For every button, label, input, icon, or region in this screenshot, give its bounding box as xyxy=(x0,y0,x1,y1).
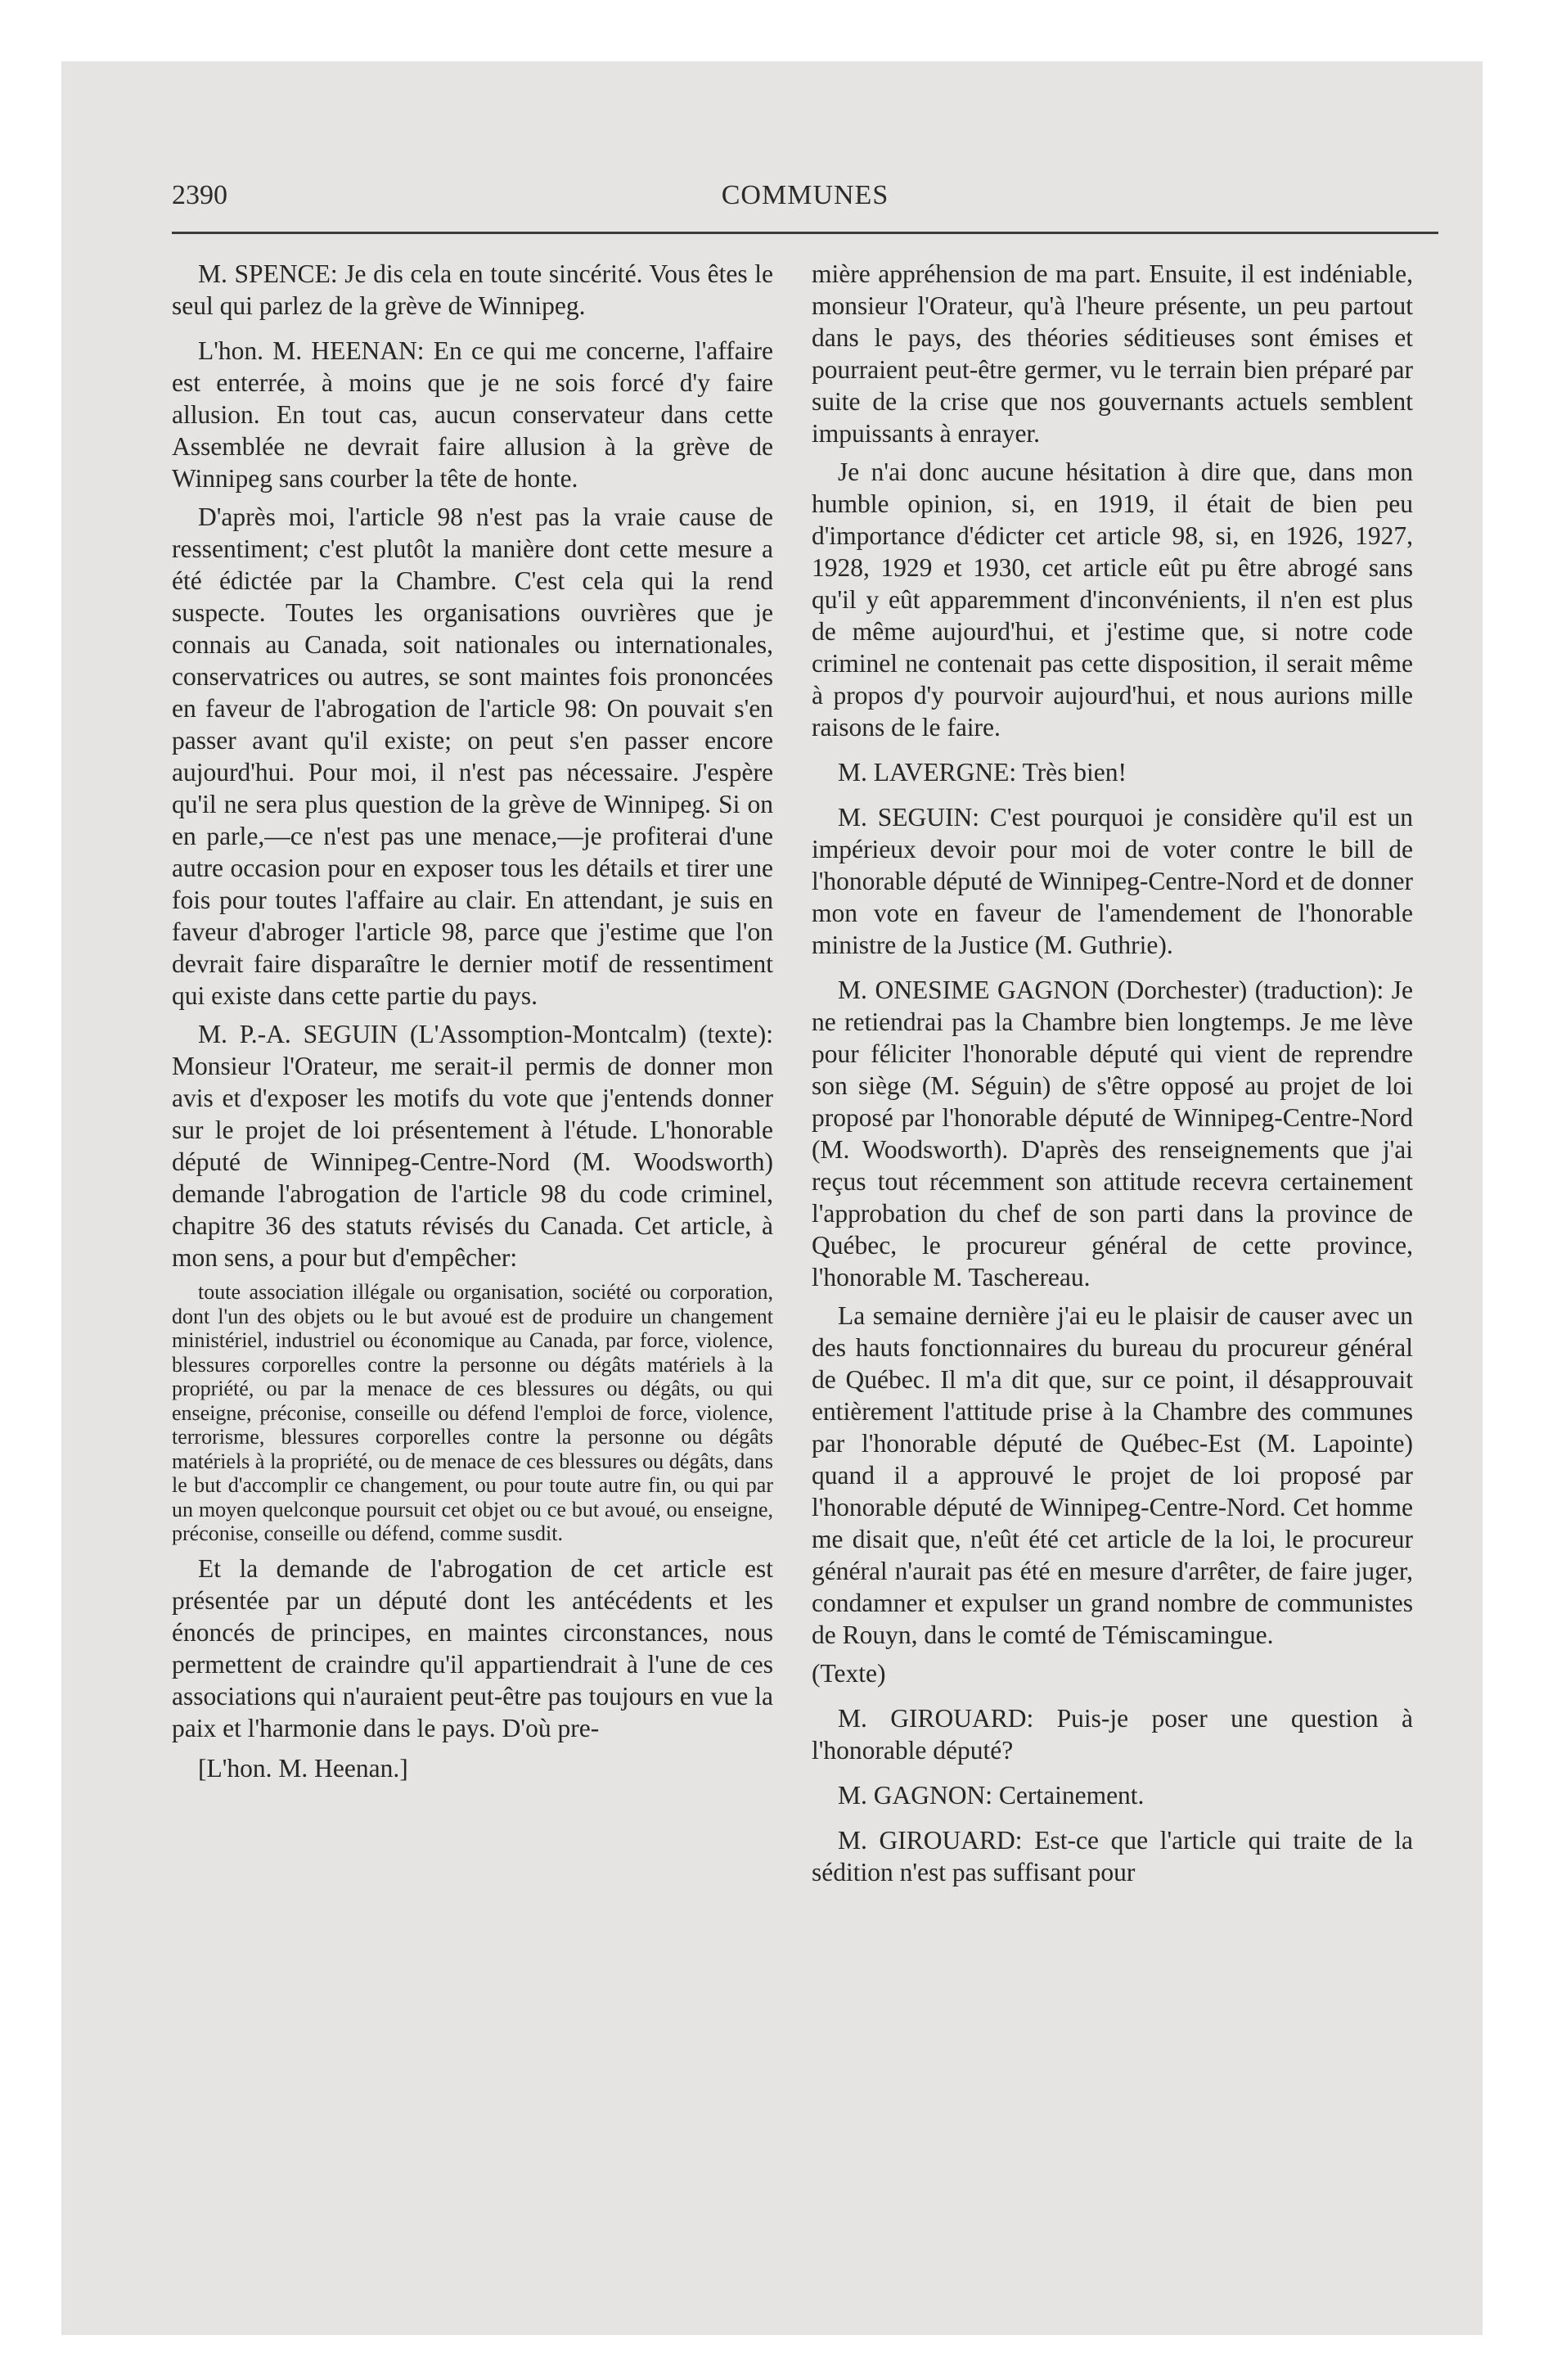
paragraph-seguin-cont: Et la demande de l'abrogation de cet article est présentée par un député dont les antécédents et les énoncés de principes, en maintes circonstances, nous permettent de craindre qu'il appartiendrait à l'une de ces associations qui n'auraient peut-être pas toujours en vue la paix et l'harmonie dans le pays. D'où pre- xyxy=(172,1553,773,1742)
paragraph-girouard-question: M. GIROUARD: Puis-je poser une question à l'honorable député? xyxy=(812,1704,1413,1765)
paragraph-lavergne: M. LAVERGNE: Très bien! xyxy=(838,758,1127,787)
page-citation: [L'hon. M. Heenan.] xyxy=(198,1753,408,1783)
paragraph-seguin-intro: M. P.-A. SEGUIN (L'Assomption-Montcalm) (texte): Monsieur l'Orateur, me serait-il permis de donner mon avis et d'exposer les motifs du vote que j'entends donner sur le projet de loi présentement à l'étude. L'honorable député de Winnipeg-Centre-Nord (M. Woodsworth) demande l'abrogation de l'article 98 du code criminel, chapitre 36 des statuts révisés du Canada. Cet article, à mon sens, a pour but d'empêcher: xyxy=(172,1020,773,1272)
right-column xyxy=(812,258,1413,1895)
paragraph-spence: M. SPENCE: Je dis cela en toute sincérité. Vous êtes le seul qui parlez de la grève de Winnipeg. xyxy=(172,259,773,320)
page-number: 2390 xyxy=(172,180,227,210)
paragraph-texte-note: (Texte) xyxy=(812,1659,886,1688)
paragraph-seguin-vote: M. SEGUIN: C'est pourquoi je considère qu'il est un impérieux devoir pour moi de voter contre le bill de l'honorable député de Winnipeg-Centre-Nord et de donner mon vote en faveur de l'amendement de l'honorable ministre de la Justice (M. Guthrie). xyxy=(812,803,1413,959)
running-head: COMMUNES xyxy=(721,180,889,210)
paragraph-girouard-sedition: M. GIROUARD: Est-ce que l'article qui traite de la sédition n'est pas suffisant pour xyxy=(812,1826,1413,1886)
paragraph-gagnon-reply: M. GAGNON: Certainement. xyxy=(838,1781,1145,1810)
left-column xyxy=(172,258,773,1791)
paragraph-semaine-derniere: La semaine dernière j'ai eu le plaisir de causer avec un des hauts fonctionnaires du bureau du procureur général de Québec. Il m'a dit que, sur ce point, il désapprouvait entièrement l'attitude prise à la Chambre des communes par l'honorable député de Québec-Est (M. Lapointe) quand il a approuvé le projet de loi proposé par l'honorable député de Winnipeg-Centre-Nord. Cet homme me disait que, n'eût été cet article de la loi, le procureur général n'aurait pas été en mesure d'arrêter, de faire juger, condamner et expulser un grand nombre de communistes de Rouyn, dans le comté de Témiscamingue. xyxy=(812,1301,1413,1649)
paragraph-continuation: mière appréhension de ma part. Ensuite, il est indéniable, monsieur l'Orateur, qu'à l'heure présente, un peu partout dans le pays, des théories séditieuses sont émises et pourraient peut-être germer, vu le terrain bien préparé par suite de la crise que nos gouvernants actuels semblent impuissants à enrayer. xyxy=(812,259,1413,448)
paragraph-article-98: D'après moi, l'article 98 n'est pas la vraie cause de ressentiment; c'est plutôt la manière dont cette mesure a été édictée par la Chambre. C'est cela qui la rend suspecte. Toutes les organisations ouvrières que je connais au Canada, soit nationales ou internationales, conservatrices ou autres, se sont maintes fois prononcées en faveur de l'abrogation de l'article 98: On pouvait s'en passer avant qu'il existe; on peut s'en passer encore aujourd'hui. Pour moi, il n'est pas nécessaire. J'espère qu'il ne sera plus question de la grève de Winnipeg. Si on en parle,—ce n'est pas une menace,—je profiterai d'une autre occasion pour en exposer tous les détails et tirer une fois pour toutes l'affaire au clair. En attendant, je suis en faveur d'abroger l'article 98, parce que j'estime que l'on devrait faire disparaître le dernier motif de ressentiment qui existe dans cette partie du pays. xyxy=(172,503,773,1010)
header-rule xyxy=(172,232,1438,234)
paragraph-heenan: L'hon. M. HEENAN: En ce qui me concerne, l'affaire est enterrée, à moins que je ne sois forcé d'y faire allusion. En tout cas, aucun conservateur dans cette Assemblée ne devrait faire allusion à la grève de Winnipeg sans courber la tête de honte. xyxy=(172,336,773,493)
page-header xyxy=(172,172,1438,221)
paragraph-no-hesitation: Je n'ai donc aucune hésitation à dire que, dans mon humble opinion, si, en 1919, il était de bien peu d'importance d'édicter cet article 98, si, en 1926, 1927, 1928, 1929 et 1930, cet article eût pu être abrogé sans qu'il y eût apparemment d'inconvénients, il n'en est plus de même aujourd'hui, et j'estime que, si notre code criminel ne contenait pas cette disposition, il serait même à propos d'y pourvoir aujourd'hui, et nous aurions mille raisons de le faire. xyxy=(812,458,1413,741)
quoted-article: toute association illégale ou organisation, société ou corporation, dont l'un des objets ou le but avoué est de produire un changement ministériel, industriel ou économique au Canada, par force, violence, blessures corporelles contre la personne ou dégâts matériels à la propriété, ou par la menace de ces blessures ou dégâts, ou qui enseigne, préconise, conseille ou défend l'emploi de force, violence, terrorisme, blessures corporelles contre la personne ou dégâts matériels à la propriété, ou de menace de ces blessures ou dégâts, dans le but d'accomplir ce changement, ou pour toute autre fin, ou qui par un moyen quelconque poursuit cet objet ou ce but avoué, ou enseigne, préconise, conseille ou défend, comme susdit. xyxy=(172,1280,773,1545)
paragraph-gagnon: M. ONESIME GAGNON (Dorchester) (traduction): Je ne retiendrai pas la Chambre bien longtemps. Je me lève pour féliciter l'honorable député qui vient de reprendre son siège (M. Séguin) de s'être opposé au projet de loi proposé par l'honorable député de Winnipeg-Centre-Nord (M. Woodsworth). D'après des renseignements que j'ai reçus tout récemment son attitude recevra certainement l'approbation du chef de son parti dans la province de Québec, le procureur général de cette province, l'honorable M. Taschereau. xyxy=(812,976,1413,1291)
